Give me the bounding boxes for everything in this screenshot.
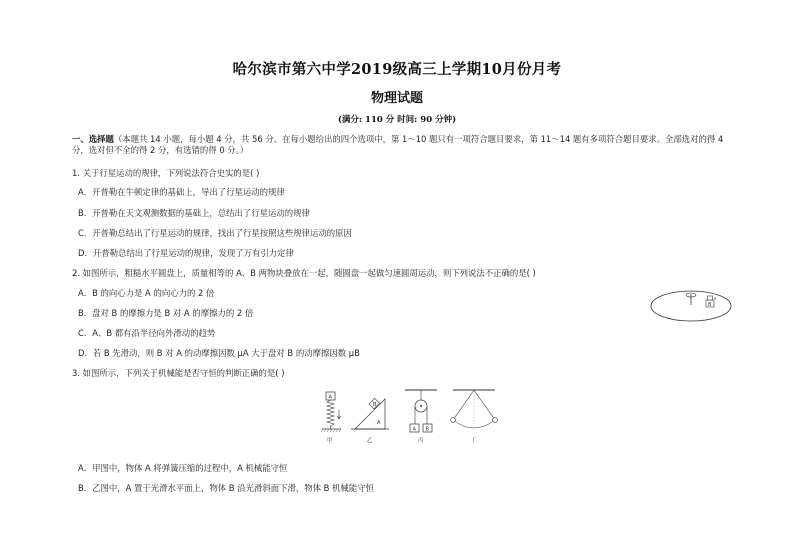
section-label: 一、选择题 <box>72 134 114 144</box>
exam-meta: (满分: 110 分 时间: 90 分钟) <box>337 115 457 125</box>
q2-disc-figure <box>648 286 734 326</box>
figure-jia <box>321 392 341 444</box>
section-instructions <box>72 134 732 156</box>
q1-option-c: C．开普勒总结出了行星运动的规律，找出了行星按照这些规律运动的原因 <box>78 228 352 238</box>
figure-label-ding: 丁 <box>471 438 477 444</box>
block-b-label: B <box>708 302 712 308</box>
q1-option-b: B．开普勒在天文观测数据的基础上，总结出了行星运动的规律 <box>78 208 310 218</box>
pendulum-bob-left <box>451 418 456 423</box>
spring-icon <box>327 400 334 429</box>
q1-stem: 1. 关于行星运动的规律，下列说法符合史实的是( ) <box>72 168 260 178</box>
wedge-a-label: A <box>377 420 381 426</box>
section-text: （本题共 14 小题，每小题 4 分，共 56 分。在每小题给出的四个选项中，第 1～10 题只有一项符合题目要求，第 11～14 题有多项符合题目要求。全部选对的得 4 分，选对但不全的得 2 分，有选错的得 0 分。） <box>72 134 724 155</box>
block-a-label: A <box>714 296 717 301</box>
block-a-label: A <box>328 394 332 401</box>
q1-option-d: D．开普勒总结出了行星运动的规律，发现了万有引力定律 <box>78 248 294 258</box>
pendulum-bob-right <box>493 418 498 423</box>
figure-yi <box>351 398 389 444</box>
figure-label-jia: 甲 <box>327 438 333 444</box>
q3-option-b: B．乙图中，A 置于光滑水平面上，物体 B 沿光滑斜面下滑，物体 B 机械能守恒 <box>78 483 374 493</box>
block-b-label: B <box>425 426 429 433</box>
block-a <box>708 296 713 300</box>
figure-ding <box>451 390 498 444</box>
block-b-label: B <box>373 402 377 408</box>
q1-option-a: A．开普勒在牛顿定律的基础上，导出了行星运动的规律 <box>78 187 285 197</box>
q2-stem: 2. 如图所示，粗糙水平圆盘上，质量相等的 A、B 两物块叠放在一起，随圆盘一起做匀速圆周运动，则下列说法不正确的是( ) <box>72 268 536 278</box>
ground-hatch-icon <box>321 429 341 432</box>
q3-figures <box>315 384 505 449</box>
q3-option-a: A．甲图中，物体 A 将弹簧压缩的过程中，A 机械能守恒 <box>78 463 288 473</box>
block-a-label: A <box>412 426 416 433</box>
pendulum-string-left <box>453 390 474 420</box>
q2-option-d: D．若 B 先滑动，则 B 对 A 的动摩擦因数 μA 大于盘对 B 的动摩擦因数 μB <box>78 348 360 358</box>
exam-title: 哈尔滨市第六中学2019级高三上学期10月份月考 <box>232 61 562 78</box>
pendulum-string-right <box>474 390 495 420</box>
pulley-axle <box>420 405 422 407</box>
figure-label-bing: 丙 <box>418 438 424 444</box>
exam-subtitle: 物理试题 <box>370 91 423 106</box>
q3-stem: 3. 如图所示，下列关于机械能是否守恒的判断正确的是( ) <box>72 368 285 378</box>
q2-option-b: B．盘对 B 的摩擦力是 B 对 A 的摩擦力的 2 倍 <box>78 308 254 318</box>
figure-bing <box>405 390 437 444</box>
q2-option-c: C．A、B 都有沿半径向外滑动的趋势 <box>78 328 216 338</box>
figure-label-yi: 乙 <box>367 438 373 444</box>
q2-option-a: A．B 的向心力是 A 的向心力的 2 倍 <box>78 288 215 298</box>
